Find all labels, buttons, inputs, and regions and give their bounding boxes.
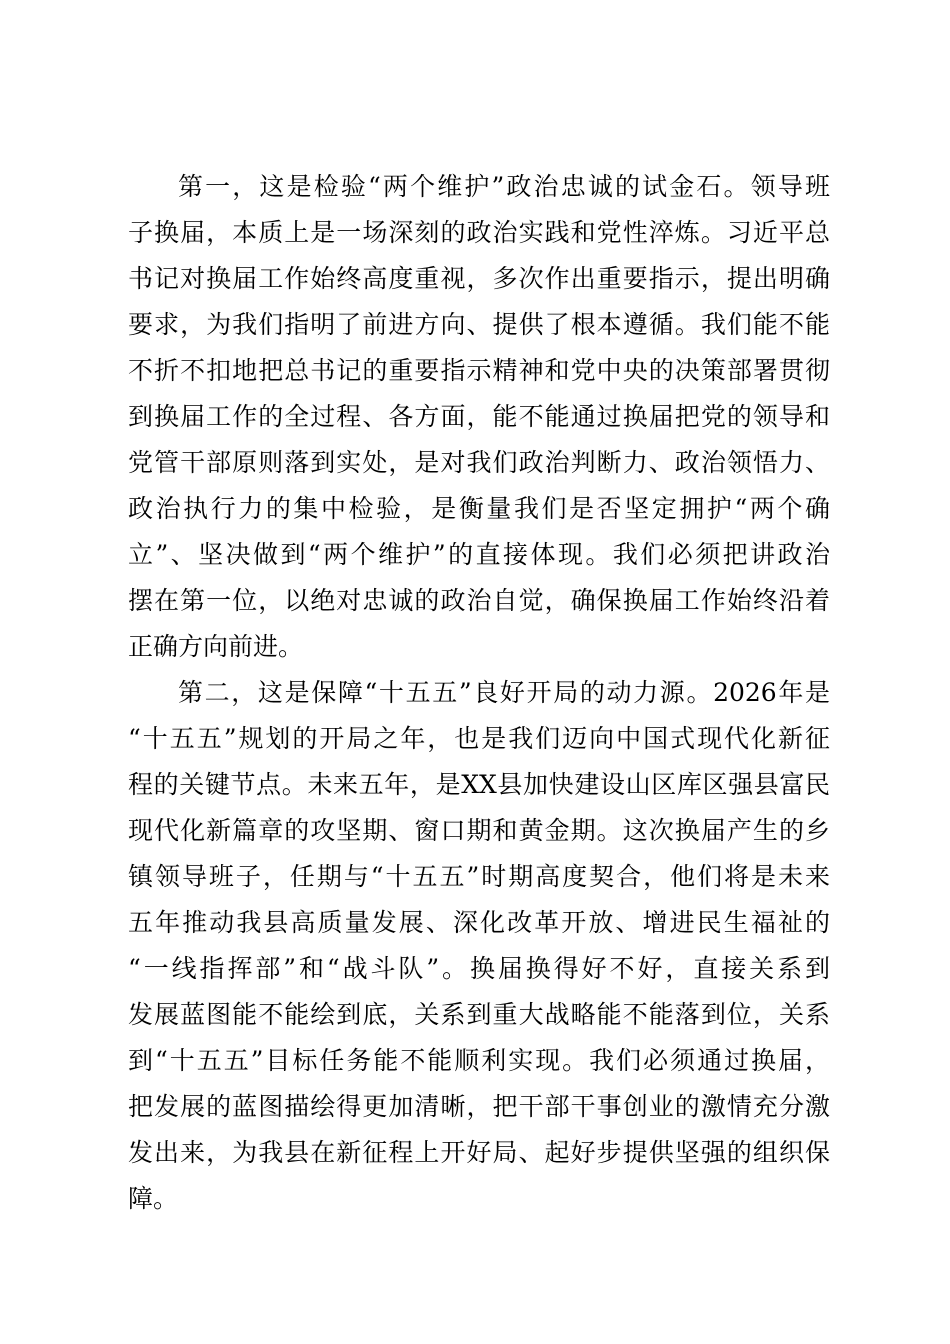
paragraph-line: 到“十五五”目标任务能不能顺利实现。我们必须通过换届， [128, 1046, 830, 1075]
paragraph-2 [128, 670, 830, 1222]
document-body [128, 164, 830, 1222]
paragraph-line: 第二，这是保障“十五五”良好开局的动力源。2026年是 [178, 678, 830, 707]
paragraph-line: 障。 [128, 1184, 179, 1213]
paragraph-line: 子换届，本质上是一场深刻的政治实践和党性淬炼。习近平总 [128, 218, 830, 247]
paragraph-line: 正确方向前进。 [128, 632, 304, 661]
paragraph-line: 立”、坚决做到“两个维护”的直接体现。我们必须把讲政治 [128, 540, 830, 569]
paragraph-line: 不折不扣地把总书记的重要指示精神和党中央的决策部署贯彻 [128, 356, 830, 385]
paragraph-line: “十五五”规划的开局之年，也是我们迈向中国式现代化新征 [128, 724, 830, 753]
paragraph-line: “一线指挥部”和“战斗队”。换届换得好不好，直接关系到 [128, 954, 830, 983]
paragraph-line: 现代化新篇章的攻坚期、窗口期和黄金期。这次换届产生的乡 [128, 816, 830, 845]
paragraph-line: 镇领导班子，任期与“十五五”时期高度契合，他们将是未来 [128, 862, 830, 891]
paragraph-line: 到换届工作的全过程、各方面，能不能通过换届把党的领导和 [128, 402, 830, 431]
paragraph-line: 第一，这是检验“两个维护”政治忠诚的试金石。领导班 [178, 172, 830, 201]
paragraph-line: 发出来，为我县在新征程上开好局、起好步提供坚强的组织保 [128, 1138, 830, 1167]
paragraph-line: 程的关键节点。未来五年，是XX县加快建设山区库区强县富民 [128, 770, 830, 799]
paragraph-line: 党管干部原则落到实处，是对我们政治判断力、政治领悟力、 [128, 448, 830, 477]
paragraph-line: 五年推动我县高质量发展、深化改革开放、增进民生福祉的 [128, 908, 830, 937]
paragraph-line: 要求，为我们指明了前进方向、提供了根本遵循。我们能不能 [128, 310, 830, 339]
paragraph-line: 摆在第一位，以绝对忠诚的政治自觉，确保换届工作始终沿着 [128, 586, 830, 615]
paragraph-line: 发展蓝图能不能绘到底，关系到重大战略能不能落到位，关系 [128, 1000, 830, 1029]
paragraph-line: 把发展的蓝图描绘得更加清晰，把干部干事创业的激情充分激 [128, 1092, 830, 1121]
paragraph-1 [128, 164, 830, 670]
paragraph-line: 书记对换届工作始终高度重视，多次作出重要指示，提出明确 [128, 264, 830, 293]
paragraph-line: 政治执行力的集中检验，是衡量我们是否坚定拥护“两个确 [128, 494, 830, 523]
